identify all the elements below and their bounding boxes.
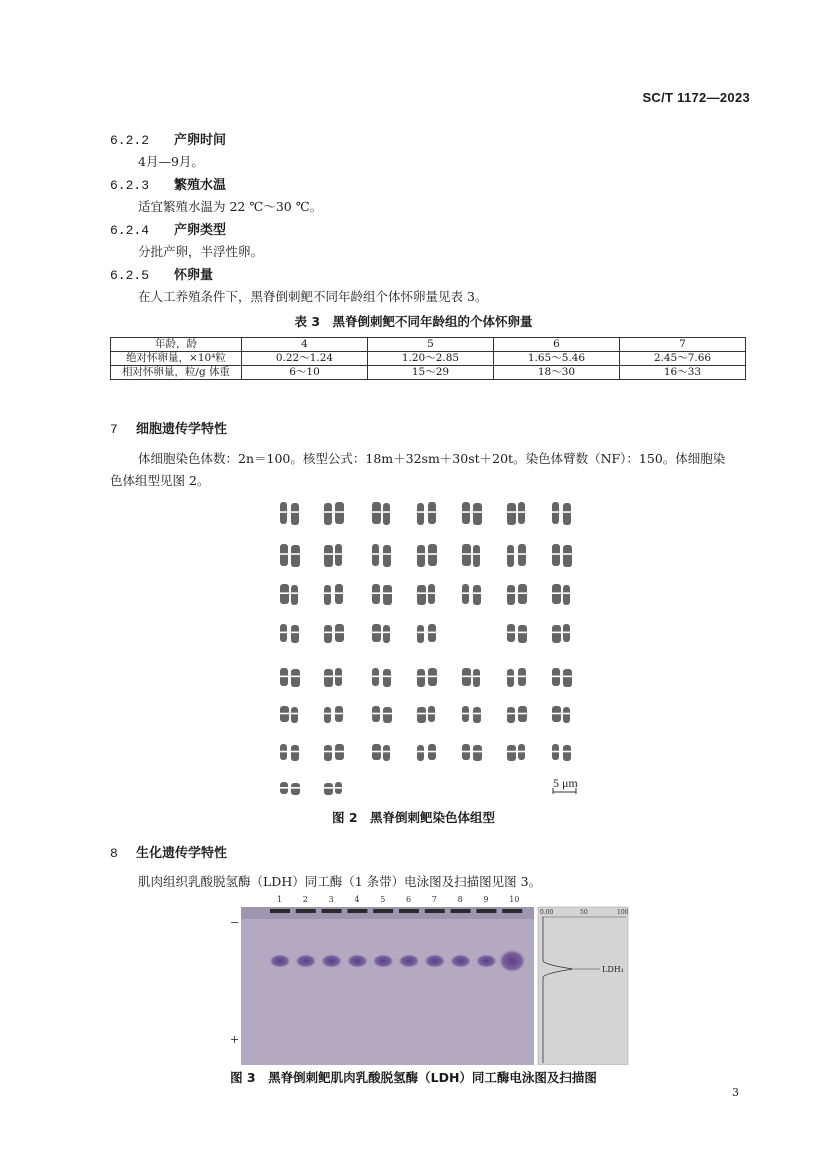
table-cell: 相对怀卵量，粒/g 体重 — [111, 366, 242, 380]
section-8-heading — [110, 842, 227, 861]
chromosome — [324, 545, 333, 567]
gel-band — [398, 954, 420, 968]
centromere — [372, 713, 381, 715]
centromere — [291, 511, 300, 513]
section-6-2-5-heading — [110, 264, 213, 283]
centromere — [280, 632, 288, 634]
lane-label: 10 — [509, 895, 520, 904]
centromere — [428, 713, 436, 715]
centromere — [372, 553, 380, 555]
scan-panel — [538, 907, 628, 1065]
gel-band — [346, 954, 368, 968]
band-label: LDH₁ — [602, 965, 624, 974]
centromere — [324, 511, 333, 513]
centromere — [335, 632, 345, 634]
chromosome — [324, 745, 332, 761]
gel-well — [476, 909, 496, 913]
table-cell: 6 — [494, 338, 620, 352]
gel-band — [321, 954, 343, 968]
centromere — [383, 713, 393, 715]
gel-band — [269, 954, 291, 968]
centromere — [552, 592, 562, 594]
chromosome — [428, 544, 437, 566]
centromere — [563, 553, 573, 555]
section-6-2-2-body: 4月—9月。 — [138, 154, 204, 169]
section-number: 7 — [110, 422, 118, 437]
centromere — [462, 511, 471, 513]
centromere — [507, 511, 517, 513]
centromere — [552, 751, 560, 753]
lane-label: 2 — [302, 895, 308, 904]
centromere — [335, 676, 343, 678]
karyotype-figure — [262, 492, 592, 797]
chromosome — [417, 669, 425, 687]
chromosome — [462, 544, 471, 566]
table-cell: 绝对怀卵量，×10⁴粒 — [111, 352, 242, 366]
table-cell: 1.65～5.46 — [494, 352, 620, 366]
table-cell: 0.22～1.24 — [242, 352, 368, 366]
centromere — [473, 676, 481, 678]
chromosome — [473, 669, 480, 687]
section-7-para-line1: 体细胞染色体数：2n＝100。核型公式：18m＋32sm＋30st＋20t。染色体臂数（NF）：150。体细胞染 — [138, 451, 726, 466]
centromere — [507, 751, 517, 753]
table-cell: 5 — [368, 338, 494, 352]
chromosome — [383, 585, 392, 605]
centromere — [563, 751, 572, 753]
lane-label: 6 — [406, 895, 412, 904]
table-cell: 4 — [242, 338, 368, 352]
centromere — [324, 553, 334, 555]
gel-band — [475, 954, 497, 968]
centromere — [280, 713, 290, 715]
centromere — [383, 592, 393, 594]
centromere — [507, 676, 515, 678]
centromere — [372, 751, 382, 753]
centromere — [507, 632, 516, 634]
table-cell: 16～33 — [620, 366, 746, 380]
centromere — [291, 713, 299, 715]
centromere — [428, 553, 438, 555]
centromere — [518, 713, 528, 715]
chromosome — [291, 625, 299, 643]
lane-label: 7 — [431, 895, 437, 904]
centromere — [372, 632, 382, 634]
table-row — [111, 352, 746, 366]
gel-well — [373, 909, 393, 913]
scan-tick: 100 — [617, 909, 629, 916]
chromosome — [291, 545, 300, 567]
chromosome — [473, 707, 481, 723]
chromosome — [563, 669, 572, 687]
chromosome — [552, 544, 560, 566]
centromere — [462, 713, 470, 715]
chromosome — [383, 625, 390, 643]
centromere — [324, 713, 332, 715]
gel-well — [322, 909, 342, 913]
gel-band — [450, 954, 472, 968]
chromosome — [291, 669, 300, 687]
lane-label: 4 — [354, 895, 360, 904]
table-cell: 15～29 — [368, 366, 494, 380]
chromosome — [383, 707, 392, 723]
chromosome — [507, 707, 515, 723]
chromosome — [383, 545, 391, 567]
lane-label: 1 — [277, 895, 283, 904]
centromere — [383, 553, 392, 555]
chromosome — [563, 545, 572, 567]
chromosome — [291, 503, 299, 525]
gel-well — [502, 909, 522, 913]
centromere — [563, 676, 573, 678]
centromere — [417, 632, 425, 634]
section-number: 8 — [110, 846, 118, 861]
section-number: 6.2.3 — [110, 178, 150, 193]
centromere — [372, 676, 380, 678]
lane-label: 5 — [380, 895, 386, 904]
table-3-caption: 表 3 黑脊倒刺鲃不同年龄组的个体怀卵量 — [294, 314, 533, 329]
centromere — [518, 751, 526, 753]
gel-well — [399, 909, 419, 913]
section-6-2-2-heading — [110, 129, 226, 148]
chromosome — [383, 503, 390, 525]
centromere — [280, 511, 288, 513]
centromere — [335, 592, 344, 594]
centromere — [383, 676, 392, 678]
gel-well — [296, 909, 316, 913]
scale-bar-label: 5 μm — [553, 776, 578, 790]
chromosome — [417, 545, 425, 567]
centromere — [291, 553, 301, 555]
lane-label: 9 — [483, 895, 489, 904]
chromosome — [563, 707, 570, 723]
centromere — [552, 511, 560, 513]
centromere — [324, 592, 332, 594]
chromosome — [280, 502, 287, 524]
centromere — [473, 592, 482, 594]
chromosome — [462, 502, 470, 524]
chromosome — [552, 502, 559, 524]
scan-tick: 50 — [580, 909, 588, 916]
section-title: 怀卵量 — [174, 268, 214, 283]
centromere — [417, 676, 426, 678]
chromosome — [428, 502, 436, 524]
centromere — [335, 787, 343, 789]
chromosome — [324, 783, 333, 795]
centromere — [291, 751, 300, 753]
centromere — [324, 751, 333, 753]
gel-well — [451, 909, 471, 913]
centromere — [507, 713, 516, 715]
centromere — [462, 676, 472, 678]
section-8-para: 肌肉组织乳酸脱氢酶（LDH）同工酶（1 条带）电泳图及扫描图见图 3。 — [138, 874, 542, 889]
chromosome — [518, 544, 526, 566]
centromere — [428, 676, 438, 678]
page-number: 3 — [732, 1086, 739, 1099]
centromere — [291, 632, 300, 634]
section-number: 6.2.5 — [110, 268, 150, 283]
chromosome — [324, 669, 333, 687]
table-cell: 18～30 — [494, 366, 620, 380]
centromere — [473, 751, 483, 753]
section-6-2-5-body: 在人工养殖条件下，黑脊倒刺鲃不同年龄组个体怀卵量见表 3。 — [138, 289, 488, 304]
centromere — [518, 632, 528, 634]
table-cell: 2.45～7.66 — [620, 352, 746, 366]
chromosome — [552, 625, 561, 643]
centromere — [335, 751, 345, 753]
chromosome — [507, 745, 516, 761]
centromere — [324, 676, 334, 678]
section-6-2-3-body: 适宜繁殖水温为 22 ℃～30 ℃。 — [138, 199, 323, 214]
centromere — [383, 511, 391, 513]
centromere — [335, 553, 343, 555]
chromosome — [563, 503, 571, 525]
section-title: 细胞遗传学特性 — [136, 422, 228, 437]
gel-well — [347, 909, 367, 913]
chromosome — [291, 707, 298, 723]
chromosome — [417, 625, 424, 643]
centromere — [417, 751, 425, 753]
chromosome — [291, 783, 300, 795]
centromere — [518, 511, 526, 513]
chromosome — [518, 625, 527, 643]
chromosome — [372, 502, 381, 524]
section-6-2-4-body: 分批产卵，半浮性卵。 — [138, 244, 264, 259]
chromosome — [518, 502, 525, 524]
gel-band — [372, 954, 394, 968]
centromere — [552, 553, 561, 555]
chromosome — [383, 745, 390, 761]
chromosome — [324, 503, 332, 525]
gel-well — [270, 909, 290, 913]
centromere — [552, 713, 562, 715]
centromere — [291, 676, 301, 678]
centromere — [280, 751, 288, 753]
electrophoresis-figure — [228, 893, 630, 1065]
table-cell: 年龄，龄 — [111, 338, 242, 352]
chromosome — [417, 707, 426, 723]
centromere — [324, 632, 333, 634]
centromere — [428, 592, 436, 594]
chromosome — [507, 545, 514, 567]
chromosome — [417, 503, 424, 525]
centromere — [563, 713, 571, 715]
centromere — [507, 592, 516, 594]
section-title: 生化遗传学特性 — [136, 846, 228, 861]
chromosome — [417, 745, 424, 761]
lane-label: 3 — [328, 895, 334, 904]
chromosome — [280, 544, 288, 566]
section-title: 繁殖水温 — [174, 178, 227, 193]
centromere — [383, 632, 391, 634]
chromosome — [324, 625, 332, 643]
centromere — [417, 553, 426, 555]
centromere — [563, 632, 571, 634]
centromere — [291, 592, 299, 594]
centromere — [335, 713, 344, 715]
centromere — [372, 511, 382, 513]
centromere — [280, 592, 290, 594]
centromere — [518, 553, 527, 555]
chromosome — [324, 707, 331, 723]
anode-label: + — [230, 1033, 240, 1046]
centromere — [462, 751, 471, 753]
chromosome — [507, 503, 516, 525]
section-title: 产卵类型 — [174, 223, 227, 238]
centromere — [383, 751, 391, 753]
gel-image — [241, 907, 534, 1065]
centromere — [428, 511, 437, 513]
section-title: 产卵时间 — [174, 133, 227, 148]
centromere — [428, 632, 437, 634]
chromosome — [417, 585, 426, 605]
centromere — [552, 632, 562, 634]
chromosome — [563, 585, 570, 605]
centromere — [473, 713, 482, 715]
section-6-2-3-heading — [110, 174, 226, 193]
chromosome — [372, 544, 379, 566]
centromere — [552, 676, 561, 678]
figure-2-caption: 图 2 黑脊倒刺鲃染色体组型 — [331, 810, 496, 825]
section-number: 6.2.2 — [110, 133, 150, 148]
section-number: 6.2.4 — [110, 223, 150, 238]
centromere — [462, 553, 472, 555]
table-cell: 1.20～2.85 — [368, 352, 494, 366]
centromere — [324, 787, 334, 789]
section-7-heading — [110, 418, 227, 437]
centromere — [280, 553, 289, 555]
chromosome — [563, 745, 571, 761]
chromosome — [473, 745, 482, 761]
chromosome — [507, 585, 515, 605]
centromere — [518, 676, 527, 678]
chromosome — [473, 545, 480, 567]
chromosome — [335, 544, 342, 566]
centromere — [507, 553, 515, 555]
chromosome — [473, 503, 482, 525]
chromosome — [507, 669, 514, 687]
centromere — [372, 592, 381, 594]
gel-well — [425, 909, 445, 913]
gel-band — [295, 954, 317, 968]
table-cell: 7 — [620, 338, 746, 352]
gel-band — [424, 954, 446, 968]
centromere — [280, 787, 289, 789]
table-row — [111, 338, 746, 352]
gel-band — [498, 949, 526, 973]
table-row — [111, 366, 746, 380]
chromosome — [335, 502, 344, 524]
chromosome — [291, 745, 299, 761]
centromere — [563, 592, 571, 594]
scan-tick: 0.00 — [540, 909, 554, 916]
figure-3-caption: 图 3 黑脊倒刺鲃肌肉乳酸脱氢酶（LDH）同工酶电泳图及扫描图 — [230, 1070, 597, 1085]
centromere — [335, 511, 345, 513]
section-7-para-line2: 色体组型见图 2。 — [110, 473, 210, 488]
centromere — [473, 553, 481, 555]
chromosome — [383, 669, 391, 687]
cathode-label: − — [230, 916, 240, 929]
section-6-2-4-heading — [110, 219, 226, 238]
table-3 — [110, 337, 746, 380]
centromere — [462, 592, 470, 594]
centromere — [280, 676, 289, 678]
centromere — [518, 592, 528, 594]
standard-number: SC/T 1172—2023 — [642, 90, 750, 105]
chromosome-group — [280, 502, 573, 795]
table-cell: 6～10 — [242, 366, 368, 380]
lane-labels — [277, 895, 519, 904]
centromere — [291, 787, 301, 789]
centromere — [417, 713, 427, 715]
lane-label: 8 — [457, 895, 463, 904]
centromere — [473, 511, 483, 513]
centromere — [428, 751, 437, 753]
centromere — [563, 511, 572, 513]
chromosome — [291, 585, 298, 605]
centromere — [417, 592, 427, 594]
chromosome — [324, 585, 331, 605]
chromosome — [473, 585, 481, 605]
centromere — [417, 511, 425, 513]
